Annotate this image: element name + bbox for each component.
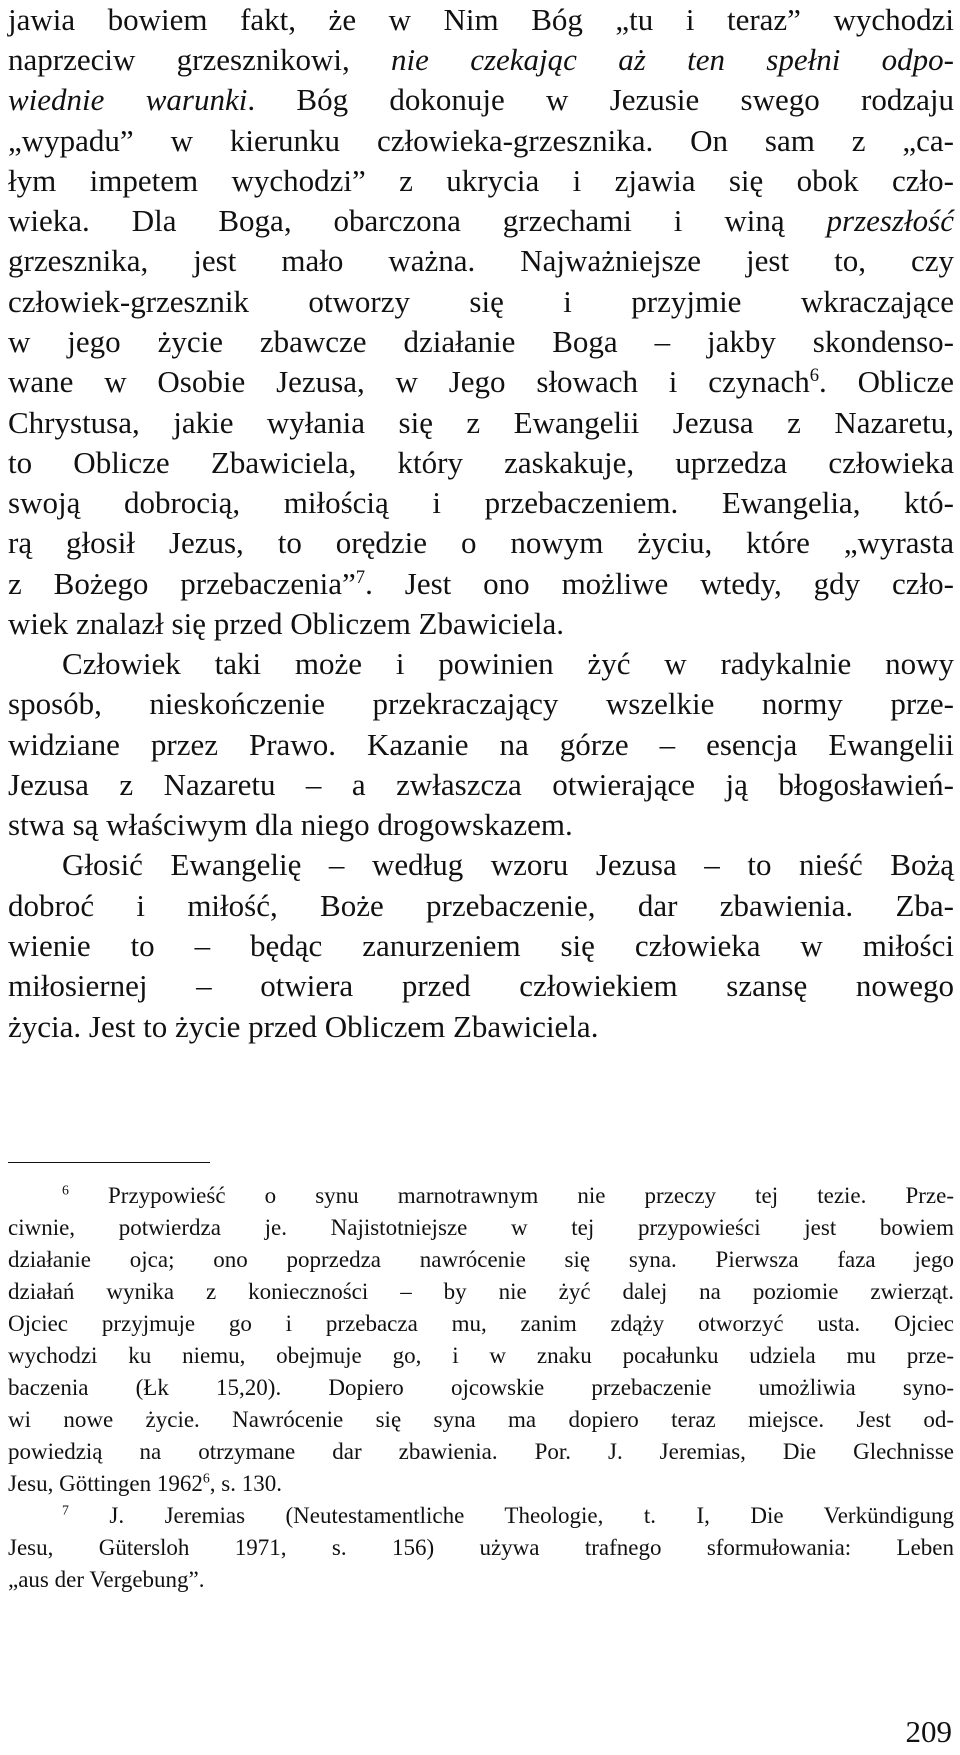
footnote-line: wi nowe życie. Nawrócenie się syna ma dopiero teraz miejsce. Jest od- <box>8 1407 954 1432</box>
text-line: grzesznika, jest mało ważna. Najważniejsze jest to, czy <box>8 243 954 278</box>
text-line: swoją dobrocią, miłością i przebaczeniem. Ewangelia, któ- <box>8 485 954 520</box>
text-line: łym impetem wychodzi” z ukrycia i zjawia się obok czło- <box>8 163 954 198</box>
footnote-line <box>8 1500 954 1532</box>
text-line: miłosiernej – otwiera przed człowiekiem szansę nowego <box>8 968 954 1003</box>
italic-run: wiednie warunki <box>8 82 248 117</box>
text-run: , s. 130. <box>209 1471 282 1496</box>
text-line <box>8 80 954 120</box>
italic-run: przeszłość <box>826 203 954 238</box>
footnote-ref-7: 7 <box>355 566 366 588</box>
text-line: Jezusa z Nazaretu – a zwłaszcza otwierające ją błogosławień- <box>8 767 954 802</box>
footnote-line: powiedzią na otrzymane dar zbawienia. Por. J. Jeremias, Die Glechnisse <box>8 1439 954 1464</box>
text-run: naprzeciw grzesznikowi, <box>8 42 392 77</box>
footnote-line: wychodzi ku niemu, obejmuje go, i w znaku pocałunku udziela mu prze- <box>8 1343 954 1368</box>
text-run: Przypowieść o synu marnotrawnym nie przeczy tej tezie. Prze- <box>68 1183 954 1208</box>
text-run: Jesu, Göttingen 1962 <box>8 1471 203 1496</box>
text-line: stwa są właściwym dla niego drogowskazem. <box>8 807 573 842</box>
text-line: dobroć i miłość, Boże przebaczenie, dar zbawienia. Zba- <box>8 888 954 923</box>
text-line: „wypadu” w kierunku człowieka-grzesznika. On sam z „ca- <box>8 123 954 158</box>
footnote-line: Ojciec przyjmuje go i przebacza mu, zanim zdąży otworzyć usta. Ojciec <box>8 1311 954 1336</box>
text-line: jawia bowiem fakt, że w Nim Bóg „tu i teraz” wychodzi <box>8 2 954 37</box>
text-line: w jego życie zbawcze działanie Boga – jakby skondenso- <box>8 324 954 359</box>
text-line: sposób, nieskończenie przekraczający wszelkie normy prze- <box>8 686 954 721</box>
text-line: wienie to – będąc zanurzeniem się człowieka w miłości <box>8 928 954 963</box>
text-line: rą głosił Jezus, to orędzie o nowym życiu, które „wyrasta <box>8 525 954 560</box>
text-line: Chrystusa, jakie wyłania się z Ewangelii Jezusa z Nazaretu, <box>8 405 954 440</box>
italic-run: nie czekając aż ten spełni odpo- <box>391 42 954 77</box>
text-line: to Oblicze Zbawiciela, który zaskakuje, uprzedza człowieka <box>8 445 954 480</box>
text-line: człowiek-grzesznik otworzy się i przyjmie wkraczające <box>8 284 954 319</box>
footnote-mark-7: 7 <box>62 1502 69 1518</box>
text-line <box>8 201 954 241</box>
text-run: z Bożego przebaczenia” <box>8 566 356 601</box>
text-line: widziane przez Prawo. Kazanie na górze – esencja Ewangelii <box>8 727 954 762</box>
footnote-separator <box>8 1162 210 1163</box>
text-line <box>8 40 954 80</box>
footnote-line <box>8 1180 954 1212</box>
text-run: wieka. Dla Boga, obarczona grzechami i winą <box>8 203 827 238</box>
text-run: . Jest ono możliwe wtedy, gdy czło- <box>365 566 954 601</box>
footnote-line: działanie ojca; ono poprzedza nawrócenie się syna. Pierwsza faza jego <box>8 1247 954 1272</box>
text-line: wiek znalazł się przed Obliczem Zbawiciela. <box>8 606 565 641</box>
text-run: . Oblicze <box>819 364 955 399</box>
footnote-mark-6: 6 <box>62 1182 69 1198</box>
footnote-line <box>8 1468 954 1500</box>
text-line: Głosić Ewangelię – według wzoru Jezusa – to nieść Bożą <box>62 847 954 882</box>
text-line <box>8 564 954 604</box>
text-line: Człowiek taki może i powinien żyć w radykalnie nowy <box>62 646 954 681</box>
text-run: wane w Osobie Jezusa, w Jego słowach i czynach <box>8 364 810 399</box>
text-line: życia. Jest to życie przed Obliczem Zbawiciela. <box>8 1009 599 1044</box>
footnote-ref-6: 6 <box>809 364 820 386</box>
footnote-line: działań wynika z konieczności – by nie żyć dalej na poziomie zwierząt. <box>8 1279 954 1304</box>
page-number: 209 <box>905 1714 952 1749</box>
text-line <box>8 362 954 402</box>
footnote-line: Jesu, Gütersloh 1971, s. 156) używa trafnego sformułowania: Leben <box>8 1535 954 1560</box>
text-run: J. Jeremias (Neutestamentliche Theologie, t. I, Die Verkündigung <box>68 1503 954 1528</box>
text-run: . Bóg dokonuje w Jezusie swego rodzaju <box>247 82 954 117</box>
edition-superscript: 6 <box>202 1470 210 1486</box>
footnote-line: ciwnie, potwierdza je. Najistotniejsze w tej przypowieści jest bowiem <box>8 1215 954 1240</box>
footnote-line: baczenia (Łk 15,20). Dopiero ojcowskie przebaczenie umożliwia syno- <box>8 1375 954 1400</box>
footnote-line: „aus der Vergebung”. <box>8 1567 205 1592</box>
